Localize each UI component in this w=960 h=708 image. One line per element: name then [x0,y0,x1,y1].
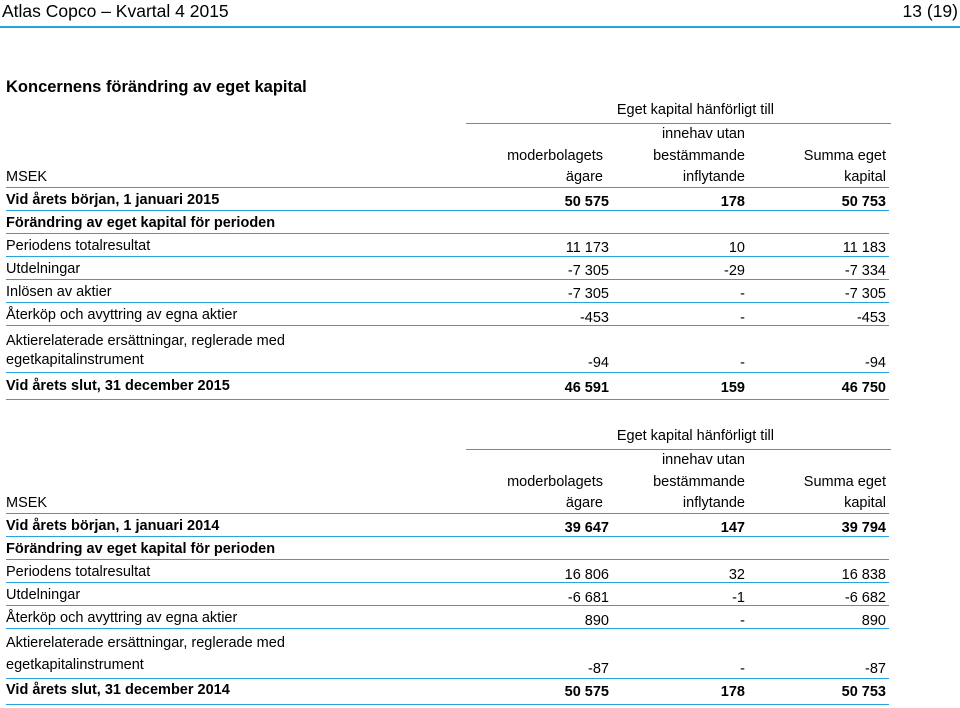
table-row: Vid årets slut, 31 december 2015 46 591 159 46 750 [6,373,889,400]
col3-header-line2: kapital [844,495,886,511]
unit-label: MSEK [6,169,48,185]
col3-header-line2: kapital [844,169,886,185]
col3-header-line1: Summa eget [803,148,886,164]
col2-header-line3: inflytande [682,495,745,511]
table-row: Återköp och avyttring av egna aktier 890 - 890 [6,606,889,629]
group-header: Eget kapital hänförligt till [616,428,774,444]
col1-header-line2: ägare [565,169,603,185]
col1-header-line1: moderbolagets [507,474,603,490]
col2-header-line1: innehav utan [661,452,745,468]
group-header: Eget kapital hänförligt till [616,102,774,118]
col1-header-line1: moderbolagets [507,148,603,164]
col2-header-line2: bestämmande [653,474,745,490]
table-row: Vid årets början, 1 januari 2014 39 647 147 39 794 [6,514,889,537]
col3-header-line1: Summa eget [803,474,886,490]
table-row: Vid årets slut, 31 december 2014 50 575 178 50 753 [6,679,889,705]
col2-header-line2: bestämmande [653,148,745,164]
col1-header-line2: ägare [565,495,603,511]
page-header [0,0,960,28]
table-row: Förändring av eget kapital för perioden [6,537,889,560]
table-row: Utdelningar -7 305 -29 -7 334 [6,257,889,280]
table-row: Periodens totalresultat 11 173 10 11 183 [6,234,889,257]
group-header-underline [466,449,891,450]
table-row: Aktierelaterade ersättningar, reglerade med egetkapitalinstrument -94 - -94 [6,326,889,373]
group-header-underline [466,123,891,124]
table-row: Inlösen av aktier -7 305 - -7 305 [6,280,889,303]
table-row: Periodens totalresultat 16 806 32 16 838 [6,560,889,583]
table-row: Vid årets början, 1 januari 2015 50 575 178 50 753 [6,188,889,211]
section-title: Koncernens förändring av eget kapital [6,78,307,96]
table-row: Förändring av eget kapital för perioden [6,211,889,234]
table-row: Aktierelaterade ersättningar, reglerade med egetkapitalinstrument -87 - -87 [6,629,889,679]
col2-header-line3: inflytande [682,169,745,185]
unit-label: MSEK [6,495,48,511]
table-row: Utdelningar -6 681 -1 -6 682 [6,583,889,606]
page-number: 13 (19) [902,1,958,21]
report-title: Atlas Copco – Kvartal 4 2015 [2,1,229,21]
table-row: Återköp och avyttring av egna aktier -453 - -453 [6,303,889,326]
col2-header-line1: innehav utan [661,126,745,142]
